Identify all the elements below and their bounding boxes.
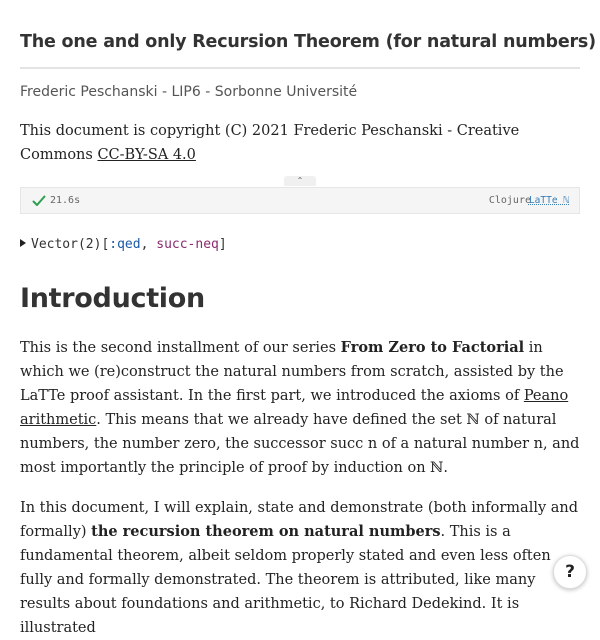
p2-text-1: In this document, I will explain, state and demonstrate (both informally and formally) [20,500,579,540]
notebook-page [20,0,596,636]
collapse-code-toggle[interactable]: ⌃ [284,176,316,186]
result-separator: , [140,237,157,252]
result-item-succ-neq: succ-neq [156,237,219,252]
result-close: ] [218,237,227,252]
recursion-theorem-emphasis: the recursion theorem on natural numbers [91,523,441,540]
license-link[interactable]: CC-BY-SA 4.0 [97,147,196,163]
check-icon [32,195,46,207]
series-name: From Zero to Factorial [340,339,525,356]
evaluation-time: 21.6s [50,195,81,206]
intro-paragraph-2 [20,496,580,640]
copyright-notice [20,119,580,167]
copyright-text: This document is copyright (C) 2021 Frederic Peschanski - Creative Commons [20,123,520,163]
language-label: Clojure [488,195,531,206]
p1-text-3: . This means that we already have defined the set ℕ of natural numbers, the number zero, the successor succ n of a natural number n, and most importantly the principle of proof by induction on ℕ. [20,412,580,476]
p1-text-2: in which we (re)construct the natural numbers from scratch, assisted by the LaTTe proof assistant. In the first part, we introduced the axioms of [20,340,564,404]
peano-arithmetic-link[interactable]: Peano arithmetic [20,388,569,428]
document-author: Frederic Peschanski - LIP6 - Sorbonne Université [20,84,358,100]
p2-text-2: . This is a fundamental theorem, albeit seldom properly stated and even less often fully and formally demonstrated. The theorem is attributed, like many results about foundations and arithmetic, to Richard Dedekind. It is illustrated [20,524,551,636]
document-title: The one and only Recursion Theorem (for natural numbers) [20,32,580,69]
kernel-link[interactable]: LaTTe ℕ [528,195,569,206]
result-viewer[interactable] [20,237,227,252]
result-item-qed: :qed [109,237,141,252]
section-heading-introduction: Introduction [20,283,205,314]
result-open: Vector(2)[ [31,237,110,252]
p1-text-1: This is the second installment of our series [20,340,341,356]
expand-triangle-icon[interactable] [20,239,26,247]
evaluation-status-bar [20,187,580,214]
help-button[interactable]: ? [553,555,587,589]
intro-paragraph-1 [20,336,580,480]
